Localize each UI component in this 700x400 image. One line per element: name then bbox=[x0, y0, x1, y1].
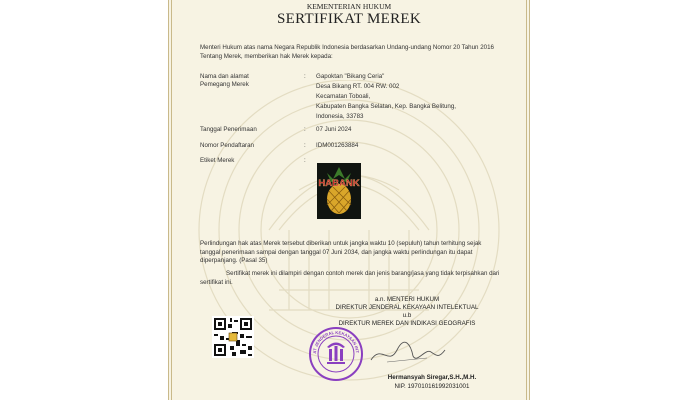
registration-value: IDM001263884 bbox=[316, 142, 359, 149]
attachment-text: Sertifikat merek ini dilampiri dengan contoh merek dan jenis barang/jasa yang tidak terpisahkan dari sertifikat ini. bbox=[200, 270, 500, 286]
svg-text:DIREKTORAT JENDERAL KEKAYAAN I bbox=[308, 326, 360, 354]
holder-line-2: Desa Bikang RT. 004 RW. 002 bbox=[316, 83, 400, 90]
registration-colon: : bbox=[304, 142, 306, 149]
holder-line-1: Gapoktan "Bikang Ceria" bbox=[316, 73, 385, 80]
signatory-director: DIREKTUR MEREK DAN INDIKASI GEOGRAFIS bbox=[338, 320, 476, 327]
pineapple-icon bbox=[317, 163, 361, 219]
holder-line-4: Kabupaten Bangka Selatan, Kep. Bangka Belitung, bbox=[316, 103, 457, 110]
logo-text: HABANK bbox=[318, 178, 360, 189]
qr-code bbox=[212, 316, 254, 358]
certificate bbox=[168, 0, 530, 400]
signature-scribble bbox=[367, 338, 447, 368]
signatory-director-general: DIREKTUR JENDERAL KEKAYAAN INTELEKTUAL bbox=[335, 304, 479, 311]
holder-colon: : bbox=[304, 73, 306, 80]
signatory-on-behalf: a.n. MENTERI HUKUM bbox=[374, 296, 440, 303]
registration-label: Nomor Pendaftaran bbox=[200, 142, 254, 149]
certificate-title: SERTIFIKAT MEREK bbox=[276, 11, 422, 27]
signatory-name: Hermansyah Siregar,S.H.,M.H. bbox=[387, 374, 477, 381]
signatory-ub: u.b bbox=[402, 312, 412, 319]
signatory-nip: NIP. 197010161992031001 bbox=[394, 383, 470, 390]
holder-label-1: Nama dan alamat bbox=[200, 73, 249, 80]
seal-text: AT JENDERAL KEKAYAAN INT bbox=[311, 329, 361, 354]
received-value: 07 Juni 2024 bbox=[316, 126, 352, 133]
etiket-colon: : bbox=[304, 157, 306, 164]
holder-label-2: Pemegang Merek bbox=[200, 81, 249, 88]
holder-line-5: Indonesia, 33783 bbox=[316, 113, 364, 120]
received-label: Tanggal Penerimaan bbox=[200, 126, 257, 133]
intro-text: Menteri Hukum atas nama Negara Republik Indonesia berdasarkan Undang-undang Nomor 20 Tahun 2016 Tentang Merek, memberikan hak Merek kepada: bbox=[200, 44, 494, 60]
protection-text: Perlindungan hak atas Merek tersebut diberikan untuk jangka waktu 10 (sepuluh) tahun terhitung sejak tanggal penerimaan sampai dengan tanggal 07 Juni 2034, dan jangka waktu perlindungan itu dapat diperpanjang. (Pasal 35) bbox=[200, 240, 482, 265]
received-colon: : bbox=[304, 126, 306, 133]
trademark-logo bbox=[317, 163, 361, 219]
holder-line-3: Kecamatan Toboali, bbox=[316, 93, 371, 100]
etiket-label: Etiket Merek bbox=[200, 157, 235, 164]
ministry-name: KEMENTERIAN HUKUM bbox=[306, 2, 392, 11]
